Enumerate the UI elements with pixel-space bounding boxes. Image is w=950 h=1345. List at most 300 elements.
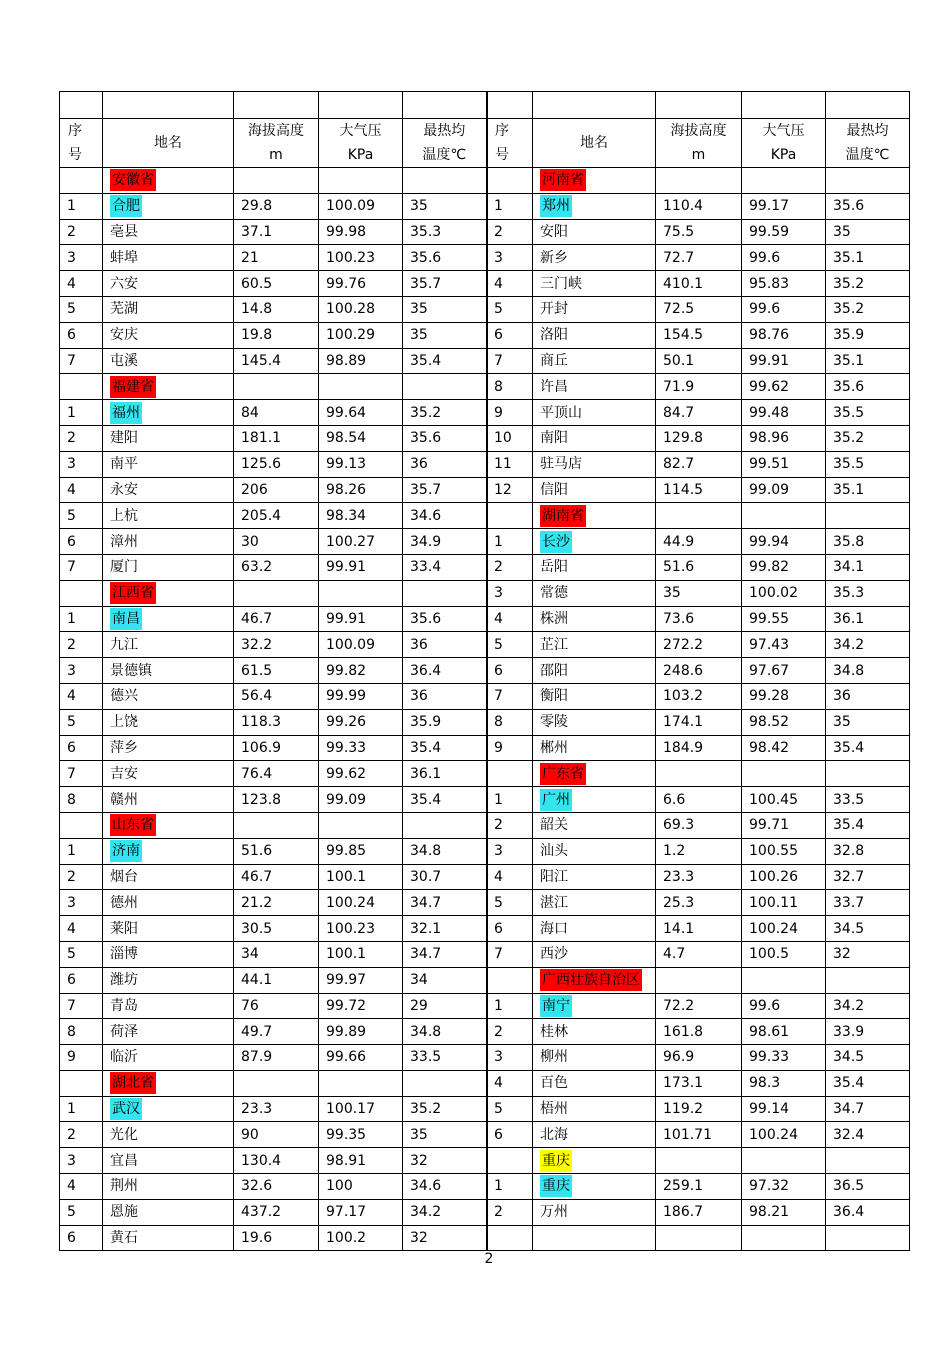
altitude-cell xyxy=(234,374,319,400)
temp-cell xyxy=(826,503,910,529)
seq-cell xyxy=(60,374,103,400)
table-row xyxy=(487,554,910,580)
table-row xyxy=(487,1045,910,1071)
seq-cell: 2 xyxy=(60,425,103,451)
seq-cell xyxy=(60,1070,103,1096)
altitude-cell: 14.1 xyxy=(656,916,742,942)
seq-cell: 1 xyxy=(487,993,533,1019)
city-name: 漳州 xyxy=(103,529,234,555)
pressure-cell: 99.55 xyxy=(742,606,826,632)
seq-cell: 2 xyxy=(487,1199,533,1225)
province-row xyxy=(60,374,487,400)
city-name: 桂林 xyxy=(533,1019,656,1045)
pressure-cell: 100.17 xyxy=(319,1096,403,1122)
table-row xyxy=(487,580,910,606)
city-name xyxy=(103,193,234,219)
province-name-highlight: 湖北省 xyxy=(110,1072,156,1094)
temp-cell xyxy=(826,168,910,194)
city-name: 永安 xyxy=(103,477,234,503)
table-row xyxy=(60,451,487,477)
altitude-cell: 46.7 xyxy=(234,606,319,632)
seq-cell: 8 xyxy=(60,787,103,813)
province-name-highlight: 江西省 xyxy=(110,582,156,604)
city-name: 岳阳 xyxy=(533,554,656,580)
city-name-highlight: 福州 xyxy=(110,402,142,424)
temp-cell: 32.4 xyxy=(826,1122,910,1148)
table-row xyxy=(60,658,487,684)
province-name xyxy=(533,967,656,993)
seq-cell: 4 xyxy=(60,683,103,709)
temp-cell: 35 xyxy=(403,296,487,322)
seq-cell: 11 xyxy=(487,451,533,477)
altitude-cell: 19.8 xyxy=(234,322,319,348)
table-row xyxy=(60,683,487,709)
altitude-cell: 184.9 xyxy=(656,735,742,761)
seq-cell: 7 xyxy=(487,941,533,967)
city-name-highlight: 郑州 xyxy=(540,195,572,217)
table-row xyxy=(60,1225,487,1251)
city-name-highlight: 长沙 xyxy=(540,531,572,553)
pressure-cell: 100.24 xyxy=(742,1122,826,1148)
temp-cell: 35.5 xyxy=(826,451,910,477)
seq-cell: 7 xyxy=(487,683,533,709)
pressure-cell: 99.6 xyxy=(742,296,826,322)
city-name: 柳州 xyxy=(533,1045,656,1071)
blank-top-row xyxy=(60,92,487,119)
seq-cell: 8 xyxy=(60,1019,103,1045)
altitude-cell: 32.6 xyxy=(234,1174,319,1200)
altitude-cell: 106.9 xyxy=(234,735,319,761)
pressure-cell: 99.48 xyxy=(742,400,826,426)
header-pressure: 大气压 KPa xyxy=(319,119,403,168)
temp-cell: 35.1 xyxy=(826,245,910,271)
table-row xyxy=(487,606,910,632)
table-row xyxy=(60,864,487,890)
seq-cell: 3 xyxy=(60,245,103,271)
province-name xyxy=(533,1148,656,1174)
temp-cell: 32.1 xyxy=(403,916,487,942)
altitude-cell: 110.4 xyxy=(656,193,742,219)
table-row xyxy=(487,735,910,761)
pressure-cell xyxy=(742,1148,826,1174)
altitude-cell: 174.1 xyxy=(656,709,742,735)
seq-cell: 5 xyxy=(60,941,103,967)
altitude-cell xyxy=(656,967,742,993)
city-name: 衡阳 xyxy=(533,683,656,709)
pressure-cell: 100.26 xyxy=(742,864,826,890)
altitude-cell: 145.4 xyxy=(234,348,319,374)
temp-cell: 35.7 xyxy=(403,477,487,503)
pressure-cell: 99.17 xyxy=(742,193,826,219)
pressure-cell: 99.26 xyxy=(319,709,403,735)
header-row xyxy=(60,119,487,168)
pressure-cell: 97.32 xyxy=(742,1174,826,1200)
temp-cell: 36.1 xyxy=(403,761,487,787)
city-name xyxy=(533,193,656,219)
pressure-cell: 100.24 xyxy=(319,890,403,916)
seq-cell xyxy=(60,168,103,194)
pressure-cell xyxy=(319,580,403,606)
altitude-cell: 6.6 xyxy=(656,787,742,813)
table-body-left xyxy=(60,92,487,1251)
seq-cell: 6 xyxy=(487,916,533,942)
seq-cell: 4 xyxy=(487,864,533,890)
altitude-cell: 63.2 xyxy=(234,554,319,580)
header-temp: 最热均 温度℃ xyxy=(826,119,910,168)
temp-cell: 36.1 xyxy=(826,606,910,632)
table-row xyxy=(60,606,487,632)
pressure-cell: 98.26 xyxy=(319,477,403,503)
city-name: 阳江 xyxy=(533,864,656,890)
temp-cell: 35.6 xyxy=(826,193,910,219)
city-name: 新乡 xyxy=(533,245,656,271)
altitude-cell xyxy=(656,503,742,529)
city-name: 临沂 xyxy=(103,1045,234,1071)
table-row xyxy=(60,348,487,374)
pressure-cell: 97.67 xyxy=(742,658,826,684)
city-name: 信阳 xyxy=(533,477,656,503)
temp-cell: 34.2 xyxy=(826,993,910,1019)
table-row xyxy=(487,425,910,451)
city-name: 赣州 xyxy=(103,787,234,813)
seq-cell: 9 xyxy=(487,735,533,761)
city-name: 南平 xyxy=(103,451,234,477)
seq-cell: 6 xyxy=(60,735,103,761)
table-row xyxy=(487,322,910,348)
city-name: 莱阳 xyxy=(103,916,234,942)
city-name: 青岛 xyxy=(103,993,234,1019)
pressure-cell: 97.43 xyxy=(742,632,826,658)
altitude-cell: 35 xyxy=(656,580,742,606)
province-row xyxy=(60,1070,487,1096)
table-row xyxy=(487,529,910,555)
table-row xyxy=(60,219,487,245)
pressure-cell xyxy=(319,374,403,400)
temp-cell: 34.2 xyxy=(403,1199,487,1225)
table-row xyxy=(487,838,910,864)
altitude-cell xyxy=(234,580,319,606)
city-name: 常德 xyxy=(533,580,656,606)
altitude-cell: 73.6 xyxy=(656,606,742,632)
seq-cell: 7 xyxy=(487,348,533,374)
city-name-highlight: 南宁 xyxy=(540,995,572,1017)
table-row xyxy=(487,1096,910,1122)
province-name xyxy=(533,503,656,529)
table-row xyxy=(60,1019,487,1045)
seq-cell xyxy=(487,1148,533,1174)
temp-cell: 35 xyxy=(403,1122,487,1148)
temp-cell: 34.8 xyxy=(403,1019,487,1045)
seq-cell: 3 xyxy=(487,838,533,864)
city-name: 安阳 xyxy=(533,219,656,245)
altitude-cell: 130.4 xyxy=(234,1148,319,1174)
city-name: 洛阳 xyxy=(533,322,656,348)
seq-cell: 2 xyxy=(60,632,103,658)
altitude-cell xyxy=(656,168,742,194)
table-row xyxy=(487,864,910,890)
city-name: 萍乡 xyxy=(103,735,234,761)
pressure-cell: 99.94 xyxy=(742,529,826,555)
temp-cell: 35 xyxy=(403,193,487,219)
temp-cell: 35.2 xyxy=(403,400,487,426)
city-name: 德兴 xyxy=(103,683,234,709)
pressure-cell: 99.62 xyxy=(319,761,403,787)
altitude-cell: 437.2 xyxy=(234,1199,319,1225)
seq-cell xyxy=(487,168,533,194)
temp-cell: 34.7 xyxy=(403,941,487,967)
pressure-cell: 100.2 xyxy=(319,1225,403,1251)
seq-cell xyxy=(60,580,103,606)
temp-cell: 34.6 xyxy=(403,1174,487,1200)
province-name-highlight: 山东省 xyxy=(110,814,156,836)
pressure-cell: 99.85 xyxy=(319,838,403,864)
seq-cell: 1 xyxy=(60,193,103,219)
table-row xyxy=(60,193,487,219)
seq-cell: 4 xyxy=(487,271,533,297)
altitude-cell: 76.4 xyxy=(234,761,319,787)
pressure-cell: 99.14 xyxy=(742,1096,826,1122)
table-row xyxy=(60,838,487,864)
city-name: 百色 xyxy=(533,1070,656,1096)
seq-cell: 5 xyxy=(60,709,103,735)
city-name: 芷江 xyxy=(533,632,656,658)
city-name xyxy=(103,1096,234,1122)
altitude-cell: 14.8 xyxy=(234,296,319,322)
seq-cell xyxy=(60,812,103,838)
pressure-cell xyxy=(319,168,403,194)
altitude-cell: 90 xyxy=(234,1122,319,1148)
table-row xyxy=(487,683,910,709)
temp-cell: 35.4 xyxy=(826,735,910,761)
province-name xyxy=(103,580,234,606)
city-name: 黄石 xyxy=(103,1225,234,1251)
temp-cell: 32.7 xyxy=(826,864,910,890)
city-name xyxy=(533,787,656,813)
table-body-right xyxy=(487,92,910,1251)
seq-cell: 5 xyxy=(487,1096,533,1122)
empty-cell xyxy=(487,1225,533,1251)
table-row xyxy=(60,787,487,813)
province-row xyxy=(487,967,910,993)
pressure-cell: 100.28 xyxy=(319,296,403,322)
table-row xyxy=(487,658,910,684)
header-temp: 最热均 温度℃ xyxy=(403,119,487,168)
pressure-cell: 100.45 xyxy=(742,787,826,813)
pressure-cell: 99.28 xyxy=(742,683,826,709)
temp-cell: 35.2 xyxy=(826,271,910,297)
header-altitude: 海拔高度 m xyxy=(656,119,742,168)
table-row xyxy=(60,1148,487,1174)
temp-cell: 35 xyxy=(403,322,487,348)
city-name: 厦门 xyxy=(103,554,234,580)
city-name: 株洲 xyxy=(533,606,656,632)
temp-cell: 35.9 xyxy=(403,709,487,735)
seq-cell: 3 xyxy=(487,245,533,271)
header-name: 地名 xyxy=(103,119,234,168)
seq-cell: 3 xyxy=(60,890,103,916)
temp-cell xyxy=(403,374,487,400)
pressure-cell xyxy=(742,503,826,529)
pressure-cell: 100.09 xyxy=(319,632,403,658)
table-row xyxy=(487,271,910,297)
city-name: 荷泽 xyxy=(103,1019,234,1045)
altitude-cell: 4.7 xyxy=(656,941,742,967)
pressure-cell: 99.59 xyxy=(742,219,826,245)
empty-row xyxy=(487,1225,910,1251)
table-row xyxy=(60,967,487,993)
seq-cell: 1 xyxy=(60,838,103,864)
city-name: 海口 xyxy=(533,916,656,942)
table-row xyxy=(60,1096,487,1122)
table-row xyxy=(60,916,487,942)
pressure-cell: 100.24 xyxy=(742,916,826,942)
pressure-cell: 99.62 xyxy=(742,374,826,400)
seq-cell: 12 xyxy=(487,477,533,503)
seq-cell: 9 xyxy=(487,400,533,426)
seq-cell xyxy=(487,761,533,787)
temp-cell: 36 xyxy=(826,683,910,709)
temp-cell: 35.2 xyxy=(826,296,910,322)
city-name: 西沙 xyxy=(533,941,656,967)
seq-cell: 5 xyxy=(487,632,533,658)
seq-cell: 7 xyxy=(60,348,103,374)
temp-cell: 33.4 xyxy=(403,554,487,580)
province-name xyxy=(103,374,234,400)
temp-cell: 30.7 xyxy=(403,864,487,890)
temp-cell: 32.8 xyxy=(826,838,910,864)
temp-cell: 36.4 xyxy=(826,1199,910,1225)
table-row xyxy=(60,245,487,271)
header-name: 地名 xyxy=(533,119,656,168)
altitude-cell xyxy=(234,1070,319,1096)
temp-cell: 35.7 xyxy=(403,271,487,297)
city-name xyxy=(533,993,656,1019)
table-row xyxy=(487,941,910,967)
pressure-cell: 99.89 xyxy=(319,1019,403,1045)
seq-cell: 5 xyxy=(60,1199,103,1225)
table-row xyxy=(487,374,910,400)
seq-cell: 5 xyxy=(60,296,103,322)
city-name-highlight: 济南 xyxy=(110,840,142,862)
header-seq: 序 号 xyxy=(487,119,533,168)
table-row xyxy=(487,916,910,942)
seq-cell: 6 xyxy=(487,658,533,684)
table-row xyxy=(60,1045,487,1071)
table-row xyxy=(60,503,487,529)
seq-cell: 4 xyxy=(487,606,533,632)
city-name: 烟台 xyxy=(103,864,234,890)
pressure-cell: 99.33 xyxy=(319,735,403,761)
temp-cell: 33.5 xyxy=(826,787,910,813)
province-row xyxy=(487,1148,910,1174)
city-name: 九江 xyxy=(103,632,234,658)
altitude-cell: 21.2 xyxy=(234,890,319,916)
province-row xyxy=(487,503,910,529)
altitude-cell: 69.3 xyxy=(656,812,742,838)
pressure-cell: 100.55 xyxy=(742,838,826,864)
altitude-cell: 272.2 xyxy=(656,632,742,658)
altitude-cell: 44.9 xyxy=(656,529,742,555)
seq-cell: 5 xyxy=(60,503,103,529)
province-name xyxy=(103,168,234,194)
seq-cell: 2 xyxy=(487,219,533,245)
header-seq: 序 号 xyxy=(60,119,103,168)
province-name-highlight: 安徽省 xyxy=(110,169,156,191)
city-name: 潍坊 xyxy=(103,967,234,993)
seq-cell: 1 xyxy=(60,400,103,426)
seq-cell: 9 xyxy=(60,1045,103,1071)
province-row xyxy=(487,761,910,787)
pressure-cell xyxy=(319,812,403,838)
seq-cell: 1 xyxy=(60,606,103,632)
table-row xyxy=(487,219,910,245)
table-row xyxy=(60,941,487,967)
seq-cell: 6 xyxy=(60,967,103,993)
temp-cell: 35.4 xyxy=(403,348,487,374)
pressure-cell xyxy=(742,168,826,194)
temp-cell: 36 xyxy=(403,451,487,477)
table-row xyxy=(60,632,487,658)
altitude-cell: 1.2 xyxy=(656,838,742,864)
temp-cell xyxy=(826,967,910,993)
temp-cell: 35.3 xyxy=(403,219,487,245)
province-name xyxy=(103,812,234,838)
climate-table-left xyxy=(59,91,488,1251)
table-row xyxy=(60,735,487,761)
table-row xyxy=(487,400,910,426)
table-row xyxy=(60,1174,487,1200)
pressure-cell: 100.23 xyxy=(319,916,403,942)
altitude-cell: 101.71 xyxy=(656,1122,742,1148)
blank-top-row xyxy=(487,92,910,119)
altitude-cell: 23.3 xyxy=(234,1096,319,1122)
pressure-cell: 99.13 xyxy=(319,451,403,477)
city-name xyxy=(103,838,234,864)
province-name-highlight: 福建省 xyxy=(110,376,156,398)
pressure-cell: 97.17 xyxy=(319,1199,403,1225)
pressure-cell: 98.89 xyxy=(319,348,403,374)
seq-cell: 6 xyxy=(60,1225,103,1251)
altitude-cell: 19.6 xyxy=(234,1225,319,1251)
province-name-highlight: 重庆 xyxy=(540,1150,572,1172)
pressure-cell: 99.71 xyxy=(742,812,826,838)
table-row xyxy=(60,1199,487,1225)
temp-cell xyxy=(403,580,487,606)
pressure-cell: 100.11 xyxy=(742,890,826,916)
temp-cell: 35 xyxy=(826,709,910,735)
seq-cell: 2 xyxy=(487,812,533,838)
altitude-cell: 181.1 xyxy=(234,425,319,451)
seq-cell: 2 xyxy=(60,219,103,245)
pressure-cell: 99.82 xyxy=(319,658,403,684)
seq-cell: 4 xyxy=(60,271,103,297)
city-name: 平顶山 xyxy=(533,400,656,426)
seq-cell: 3 xyxy=(60,1148,103,1174)
city-name: 上杭 xyxy=(103,503,234,529)
seq-cell: 6 xyxy=(60,529,103,555)
table-row xyxy=(60,400,487,426)
temp-cell: 35.4 xyxy=(826,812,910,838)
city-name: 光化 xyxy=(103,1122,234,1148)
pressure-cell: 99.99 xyxy=(319,683,403,709)
temp-cell: 29 xyxy=(403,993,487,1019)
seq-cell: 2 xyxy=(487,1019,533,1045)
city-name: 梧州 xyxy=(533,1096,656,1122)
temp-cell: 35.1 xyxy=(826,477,910,503)
temp-cell: 34.5 xyxy=(826,916,910,942)
city-name: 景德镇 xyxy=(103,658,234,684)
pressure-cell: 95.83 xyxy=(742,271,826,297)
